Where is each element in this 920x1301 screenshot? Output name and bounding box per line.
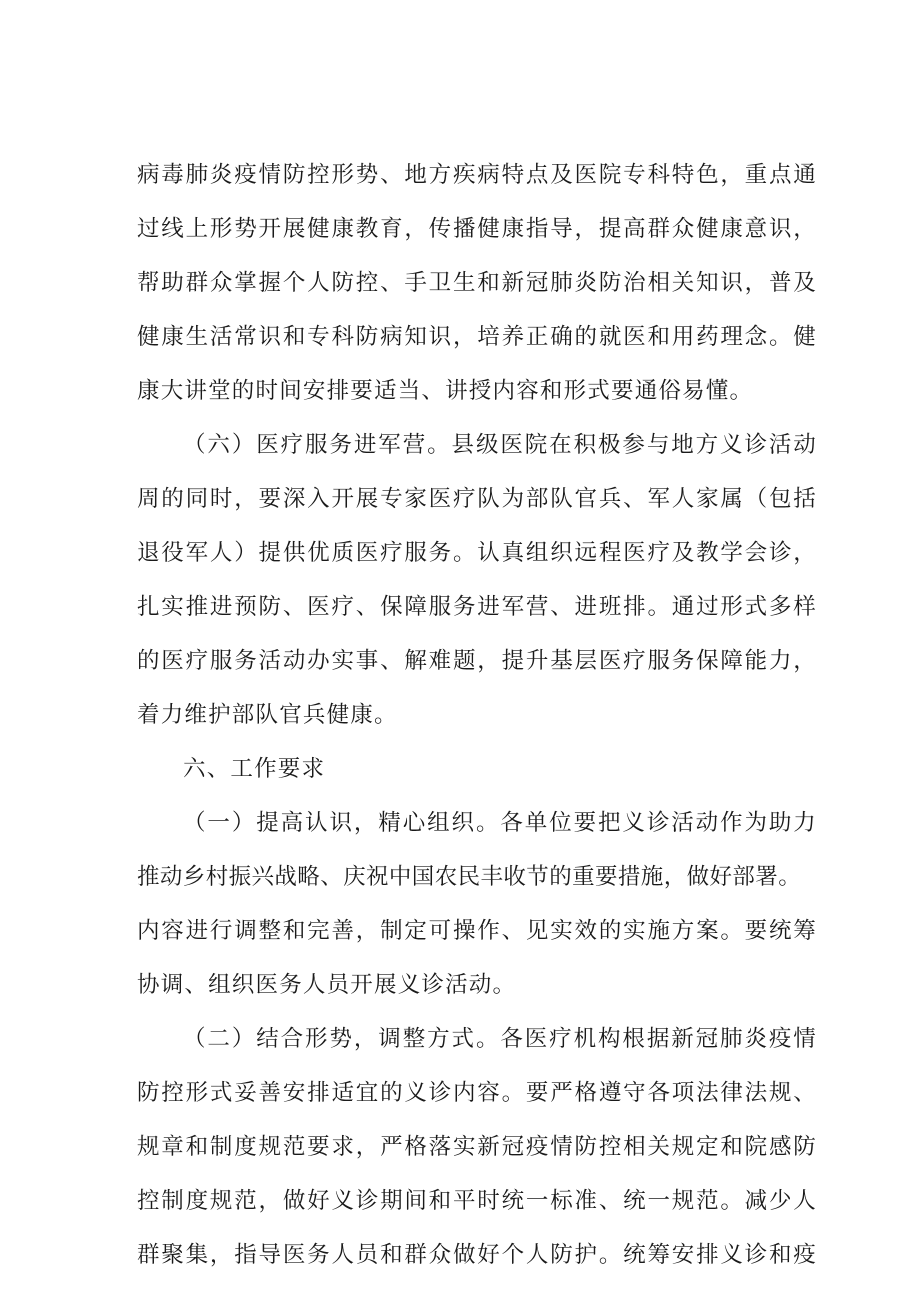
paragraph-line: 康大讲堂的时间安排要适当、讲授内容和形式要通俗易懂。 (137, 378, 754, 404)
paragraph-line: 着力维护部队官兵健康。 (137, 702, 398, 728)
paragraph-line: 扎实推进预防、医疗、保障服务进军营、进班排。通过形式多样 (137, 594, 817, 620)
paragraph-line: 帮助群众掌握个人防控、手卫生和新冠肺炎防治相关知识，普及 (137, 270, 817, 296)
paragraph-line: 内容进行调整和完善，制定可操作、见实效的实施方案。要统筹 (137, 918, 817, 944)
paragraph-line: 退役军人）提供优质医疗服务。认真组织远程医疗及教学会诊， (137, 540, 817, 566)
section-heading: 六、工作要求 (183, 756, 326, 782)
paragraph-line: 病毒肺炎疫情防控形势、地方疾病特点及医院专科特色，重点通 (137, 162, 817, 188)
paragraph-line: 规章和制度规范要求，严格落实新冠疫情防控相关规定和院感防 (137, 1134, 817, 1160)
paragraph-line: 周的同时，要深入开展专家医疗队为部队官兵、军人家属（包括 (137, 486, 817, 512)
paragraph-first-line: （二）结合形势，调整方式。各医疗机构根据新冠肺炎疫情 (183, 1026, 817, 1052)
paragraph-line: 群聚集，指导医务人员和群众做好个人防护。统筹安排义诊和疫 (137, 1242, 817, 1268)
paragraph-first-line: （六）医疗服务进军营。县级医院在积极参与地方义诊活动 (183, 432, 817, 458)
paragraph-line: 防控形式妥善安排适宜的义诊内容。要严格遵守各项法律法规、 (137, 1080, 817, 1106)
paragraph-line: 协调、组织医务人员开展义诊活动。 (137, 972, 517, 998)
paragraph-line: 健康生活常识和专科防病知识，培养正确的就医和用药理念。健 (137, 324, 817, 350)
paragraph-line: 过线上形势开展健康教育，传播健康指导，提高群众健康意识， (137, 216, 817, 242)
paragraph-line: 的医疗服务活动办实事、解难题，提升基层医疗服务保障能力， (137, 648, 817, 674)
paragraph-line: 控制度规范，做好义诊期间和平时统一标准、统一规范。减少人 (137, 1188, 817, 1214)
paragraph-first-line: （一）提高认识，精心组织。各单位要把义诊活动作为助力 (183, 810, 817, 836)
paragraph-line: 推动乡村振兴战略、庆祝中国农民丰收节的重要措施，做好部署。 (137, 864, 802, 890)
